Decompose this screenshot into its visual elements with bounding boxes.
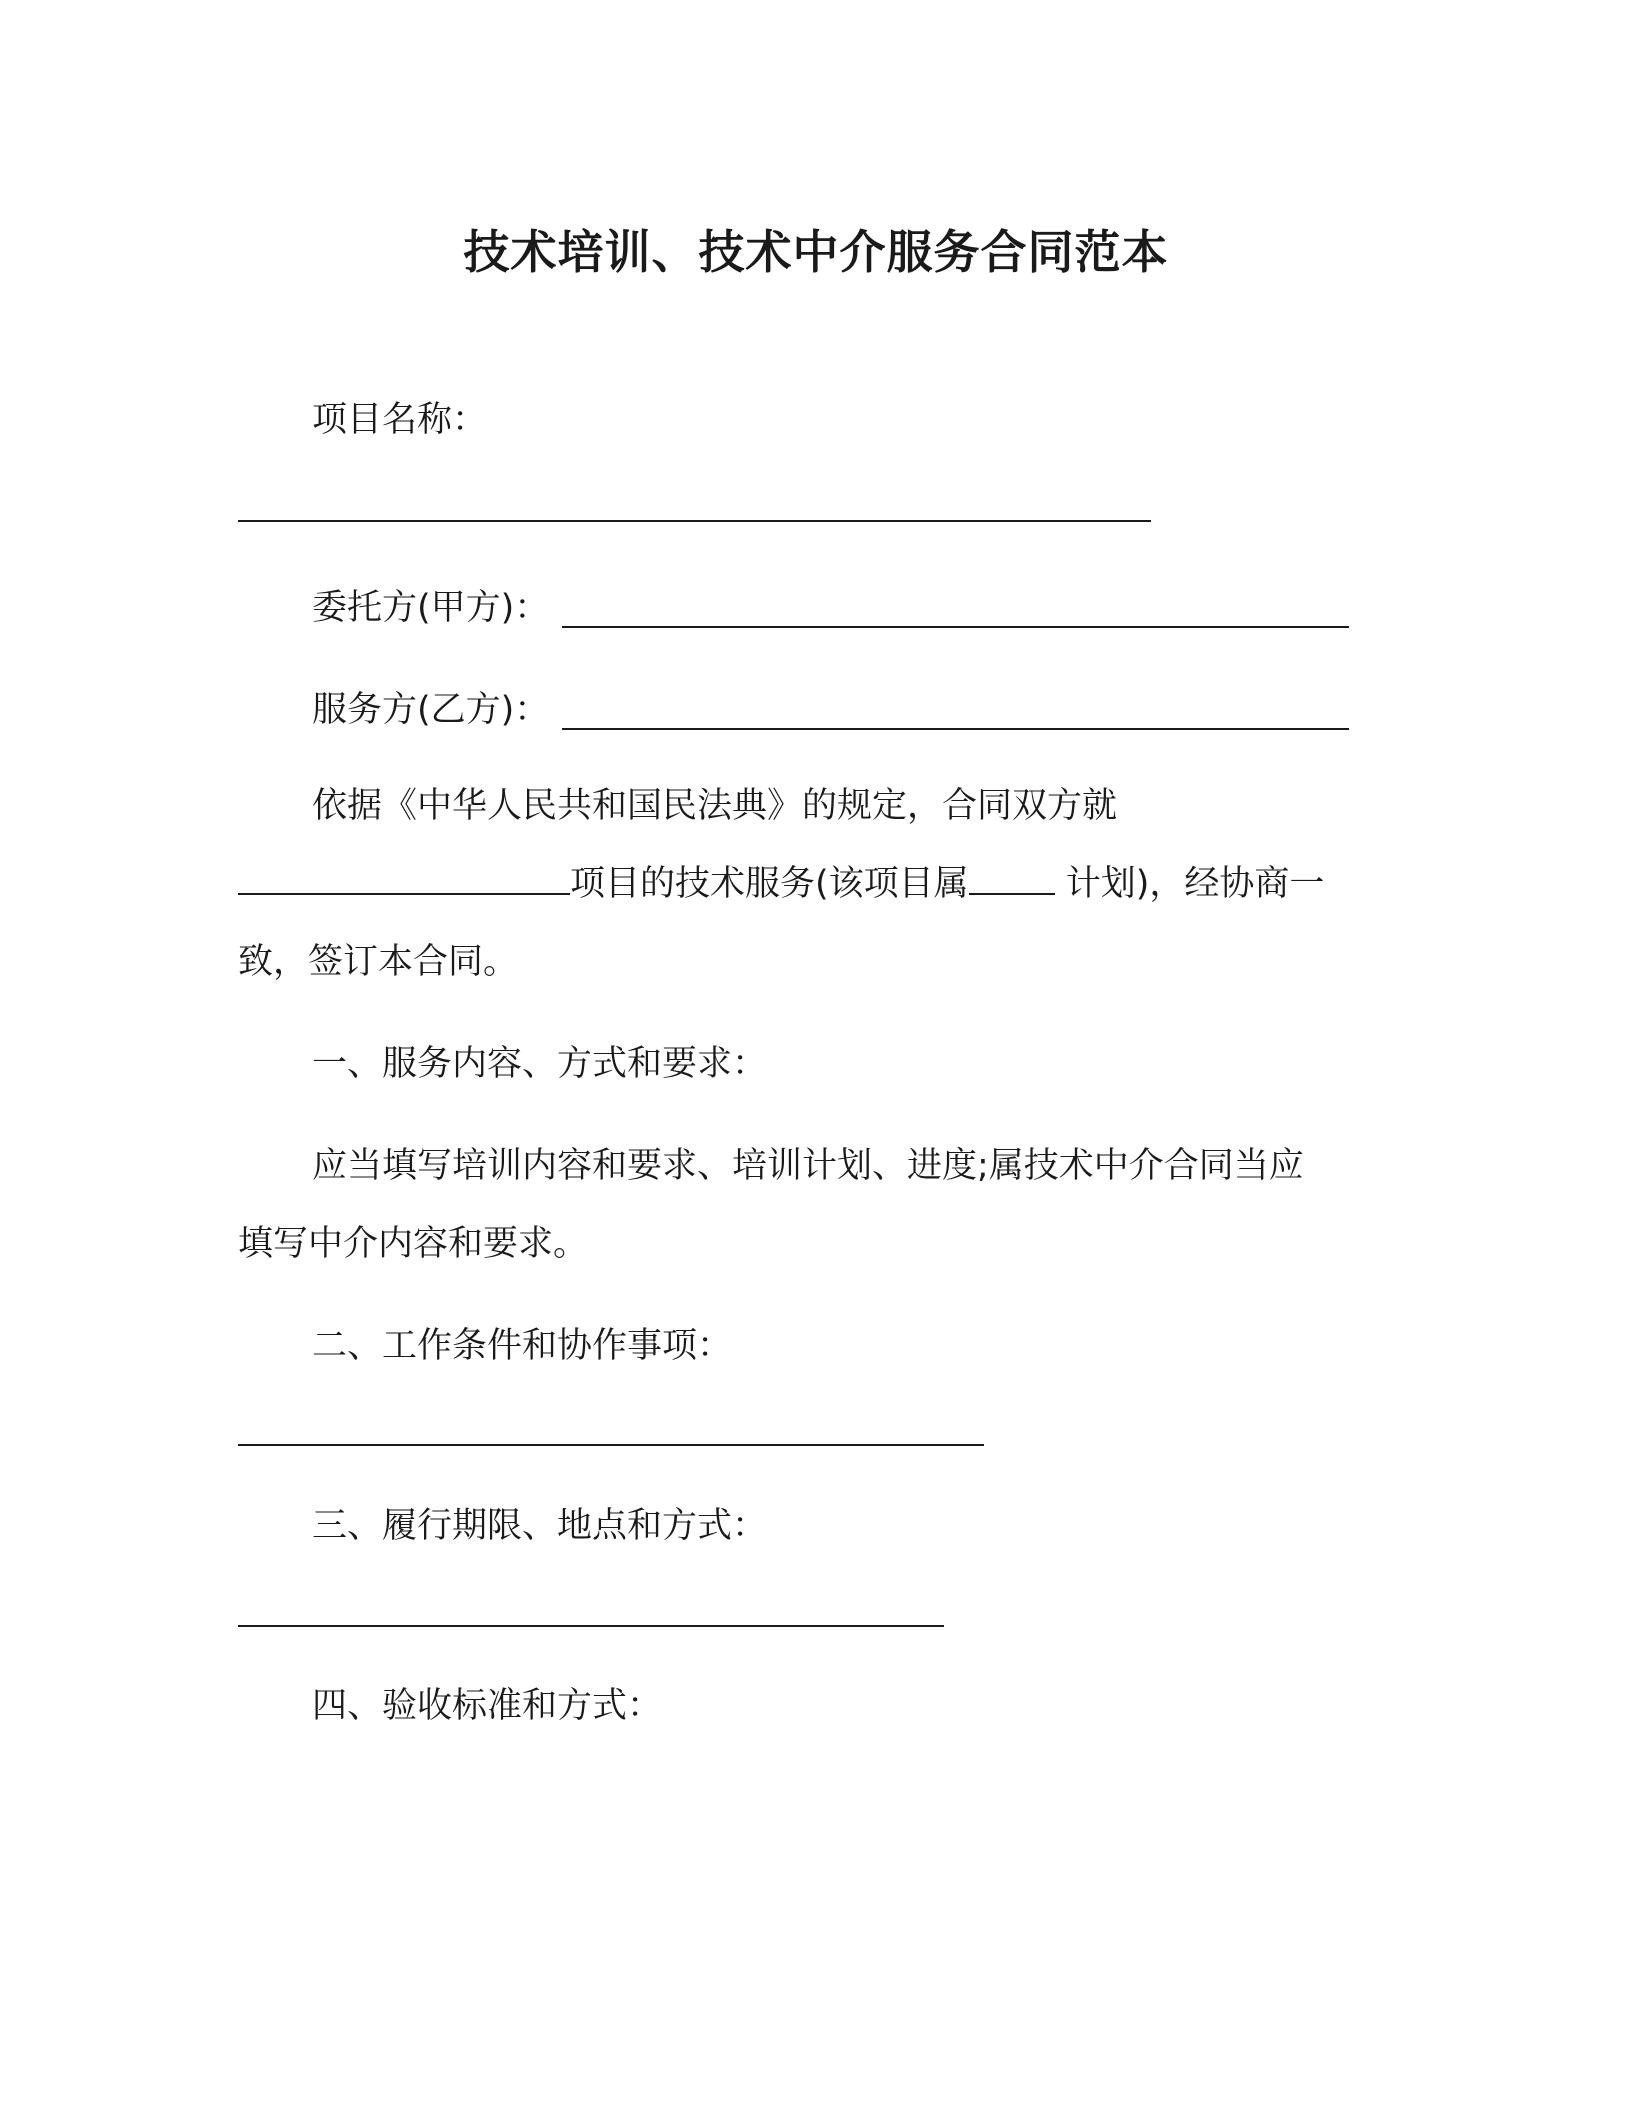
section1-heading: 一、服务内容、方式和要求：	[312, 1044, 768, 1084]
section2-heading: 二、工作条件和协作事项：	[312, 1326, 733, 1366]
section4-heading: 四、验收标准和方式：	[312, 1686, 663, 1726]
section3-heading: 三、履行期限、地点和方式：	[312, 1506, 768, 1546]
client-label: 委托方(甲方)：	[312, 588, 550, 628]
section2-blank[interactable]	[238, 1444, 984, 1446]
provider-label: 服务方(乙方)：	[312, 690, 550, 730]
section3-blank[interactable]	[238, 1625, 944, 1627]
client-line	[238, 584, 1398, 632]
project-name-blank[interactable]	[238, 520, 1151, 522]
client-blank[interactable]	[562, 626, 1349, 628]
project-name-label: 项目名称：	[312, 400, 488, 440]
preamble-line-1: 依据《中华人民共和国民法典》的规定，合同双方就	[312, 786, 1118, 826]
provider-blank[interactable]	[562, 728, 1349, 730]
section1-body-line-1: 应当填写培训内容和要求、培训计划、进度;属技术中介合同当应	[312, 1146, 1304, 1186]
plan-type-blank[interactable]	[969, 861, 1055, 895]
preamble-line-2-text-a: 项目的技术服务(该项目属	[570, 864, 969, 904]
preamble-line-2	[238, 860, 1398, 908]
document-title: 技术培训、技术中介服务合同范本	[463, 225, 1169, 279]
preamble-line-2-text-b: 计划)，经协商一	[1054, 864, 1325, 904]
provider-line	[238, 686, 1398, 734]
project-item-blank[interactable]	[238, 861, 570, 895]
preamble-line-3: 致，签订本合同。	[238, 942, 519, 982]
section1-body-line-2: 填写中介内容和要求。	[238, 1224, 589, 1264]
